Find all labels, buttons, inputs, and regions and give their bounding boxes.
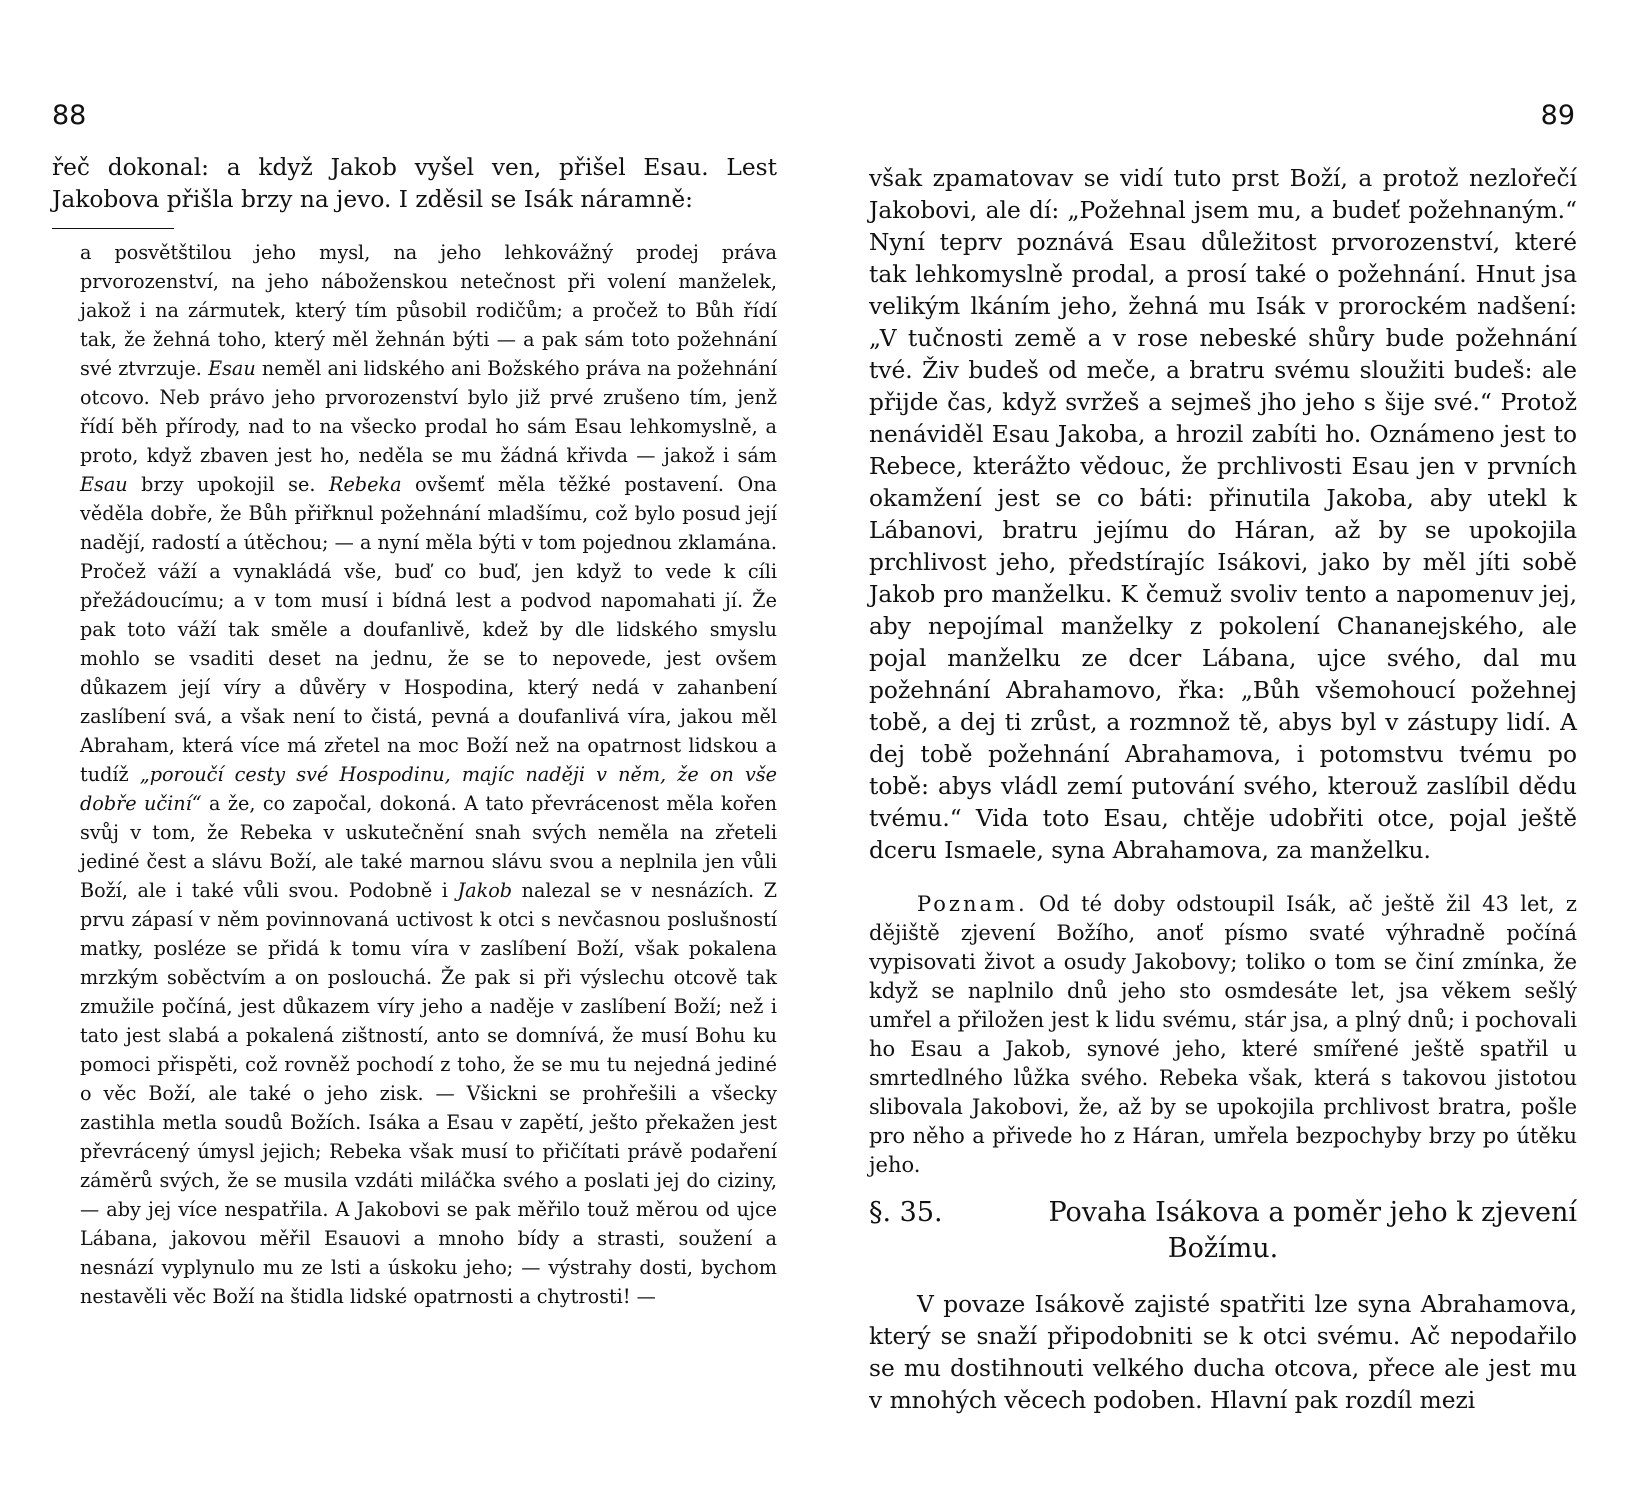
note-body: Od té doby odstoupil Isák, ač ještě žil 43 let, z dějiště zjevení Božího, anoť písmo svaté výhradně počíná vypisovati život a osudy Jakobovy; toliko o tom se činí zmínka, že když se naplnilo dnů jeho sto osmdesáte let, jsa věkem sešlý umřel a přiložen jest k lidu svému, stár jsa, a plný dnů; i pochovali ho Esau a Jakob, synové jeho, které smířené ještě spatřil u smrtedlného lůžka svého. Rebeka však, která s takovou jistotou slibovala Jakobovi, že, až by se upokojila prchlivost bratra, pošle pro něho a přivede ho z Háran, umřela bezpochyby brzy po útěku jeho. bbox=[869, 892, 1577, 1177]
section-number: §. 35. bbox=[869, 1197, 943, 1228]
footnote-part-5: a že, co započal, dokoná. A tato převrácenost měla kořen svůj v tom, že Rebeka v uskutečnění snah svých neměla na zřeteli jediné čest a slávu Boží, ale také marnou slávu svou a neplnila jen vůli Boží, ale i také vůli svou. Podobně i bbox=[80, 792, 777, 902]
section-text bbox=[869, 1289, 1577, 1417]
footnote-paragraph bbox=[80, 238, 777, 1311]
footnote bbox=[80, 238, 777, 1311]
footnote-part-4: ovšemť měla těžké postavení. Ona věděla dobře, že Bůh přiřknul požehnání mladšímu, což bylo posud její nadějí, radostí a útěchou; — a nyní měla býti v tom pojednou zklamána. Pročež váží a vynakládá vše, buď co buď, jen když to vede k cíli přežádoucímu; a v tom musí i bídná lest a podvod napomahati jí. Že pak toto váží tak směle a doufanlivě, kdež by dle lidského smyslu mohlo se vsaditi deset na jednu, že se to nepovede, jest ovšem důkazem její víry a důvěry v Hospodina, který nedá v zahanbení zaslíbení svá, a však není to čistá, pevná a doufanlivá víra, jakou měl Abraham, která více má zřetel na moc Boží než na opatrnost lidskou a tudíž bbox=[80, 473, 777, 786]
section-title-line-2: Božímu. bbox=[1167, 1233, 1279, 1264]
section-heading-line-1 bbox=[869, 1195, 1577, 1231]
main-paragraph: řeč dokonal: a když Jakob vyšel ven, přišel Esau. Lest Jakobova přišla brzy na jevo. I zděsil se Isák náramně: bbox=[52, 154, 777, 213]
note-block bbox=[869, 890, 1577, 1180]
footnote-part-6: nalezal se v nesnázích. Z prvu zápasí v něm povinnovaná uctivost k otci s nevčasnou poslušností matky, posléze se přidá k tomu víra v zaslíbení Boží, však pokalena mrzkým soběctvím a on poslouchá. Že pak si při výslechu otcově tak zmužile počíná, jest důkazem víry jeho a naděje v zaslíbení Boží; než i tato jest slabá a pokalená zištností, anto se domnívá, že musí Bohu ku pomoci přispěti, což rovněž pochodí z toho, že se mu tu nejedná jediné o věc Boží, ale také o jeho zisk. — Všickni se prohřešili a všecky zastihla metla soudů Božích. Isáka a Esau v zapětí, ješto překažen jest převrácený úmysl jejich; Rebeka však musí to přičítati právě podaření záměrů svých, že se musila vzdáti miláčka svého a poslati jej do ciziny, — aby jej více nespatřila. A Jakobovi se pak měřilo touž měrou od ujce Lábana, jakovou měřil Esauovi a mnoho bídy a strasti, soužení a nesnází vyplynulo mu ze lsti a úskoku jeho; — výstrahy dosti, bychom nestavěli věc Boží na štidla lidské opatrnosti a chytrosti! — bbox=[80, 879, 777, 1308]
footnote-divider bbox=[52, 228, 174, 229]
footnote-quote: „poroučí cesty své Hospodinu, majíc naději v něm, že on vše dobře učiní“ bbox=[80, 763, 777, 815]
footnote-name-esau: Esau bbox=[208, 357, 256, 380]
page-number-right: 89 bbox=[1540, 100, 1575, 131]
footnote-name-rebeka: Rebeka bbox=[329, 473, 402, 496]
main-paragraph: však zpamatovav se vidí tuto prst Boží, a protož nezlořečí Jakobovi, ale dí: „Požehnal jsem mu, a budeť požehnaným.“ Nyní teprv poznává Esau důležitost prvorozenství, které tak lehkomyslně prodal, a prosí také o požehnání. Hnut jsa velikým lkáním jeho, žehná mu Isák v prorockém nadšení: „V tučnosti země a v rose nebeské shůry bude požehnání tvé. Živ budeš od meče, a bratru svému sloužiti budeš: ale přijde čas, když svržeš a sejmeš jho jeho s šije své.“ Protož nenáviděl Esau Jakoba, a hrozil zabíti ho. Oznámeno jest to Rebece, kterážto vědouc, že prchlivosti Esau jen v prvních okamžení jest se co báti: přinutila Jakoba, aby utekl k Lábanovi, bratru jejímu do Háran, až by se upokojila prchlivost jeho, předstírajíc Isákovi, jako by měl jíti sobě Jakob pro manželku. K čemuž svoliv tento a napomenuv jej, aby nepojímal manželky z pokolení Chananejského, ale pojal manželku ze dcer Lábana, ujce svého, dal mu požehnání Abrahamovo, řka: „Bůh všemohoucí požehnej tobě, a dej ti zrůst, a rozmnož tě, abys byl v zástupy lidí. A dej tobě požehnání Abrahamova, i potomstvu tvému po tobě: abys vládl zemí putování svého, kterouž zaslíbil dědu tvému.“ Vida toto Esau, chtěje udobřiti otce, pojal ještě dceru Ismaele, syna Abrahamova, za manželku. bbox=[869, 165, 1577, 864]
section-title: Povaha Isákova a poměr jeho k zjevení bbox=[1048, 1197, 1577, 1228]
page-number-left: 88 bbox=[52, 100, 87, 131]
note-lead: Poznam. bbox=[917, 892, 1028, 916]
section-heading bbox=[869, 1195, 1577, 1267]
footnote-part-3: brzy upokojil se. bbox=[127, 473, 329, 496]
main-text-right bbox=[869, 163, 1577, 867]
right-page bbox=[815, 0, 1630, 1500]
section-paragraph: V povaze Isákově zajisté spatřiti lze syna Abrahamova, který se snaží připodobniti se k otci svému. Ač nepodařilo se mu dostihnouti velkého ducha otcova, přece ale jest mu v mnohých věcech podoben. Hlavní pak rozdíl mezi bbox=[869, 1291, 1577, 1414]
note-paragraph bbox=[869, 890, 1577, 1180]
footnote-part-1: a posvětštilou jeho mysl, na jeho lehkovážný prodej práva prvorozenství, na jeho náboženskou netečnost při volení manželek, jakož i na zármutek, který tím působil rodičům; a pročež to Bůh řídí tak, že žehná toho, který měl žehnán býti — a pak sám toto požehnání své ztvrzuje. bbox=[80, 241, 777, 380]
footnote-part-2: neměl ani lidského ani Božského práva na požehnání otcovo. Neb právo jeho prvorozenství bylo již prvé zrušeno tím, jenž řídí běh přírody, nad to na všecko prodal ho sám Esau lehkomyslně, a proto, když zbaven jest ho, neděla se mu žádná křivda — jakož i sám bbox=[80, 357, 777, 467]
footnote-name-jakob: Jakob bbox=[457, 879, 513, 902]
main-text-left bbox=[52, 152, 777, 216]
footnote-name-esau-2: Esau bbox=[80, 473, 128, 496]
